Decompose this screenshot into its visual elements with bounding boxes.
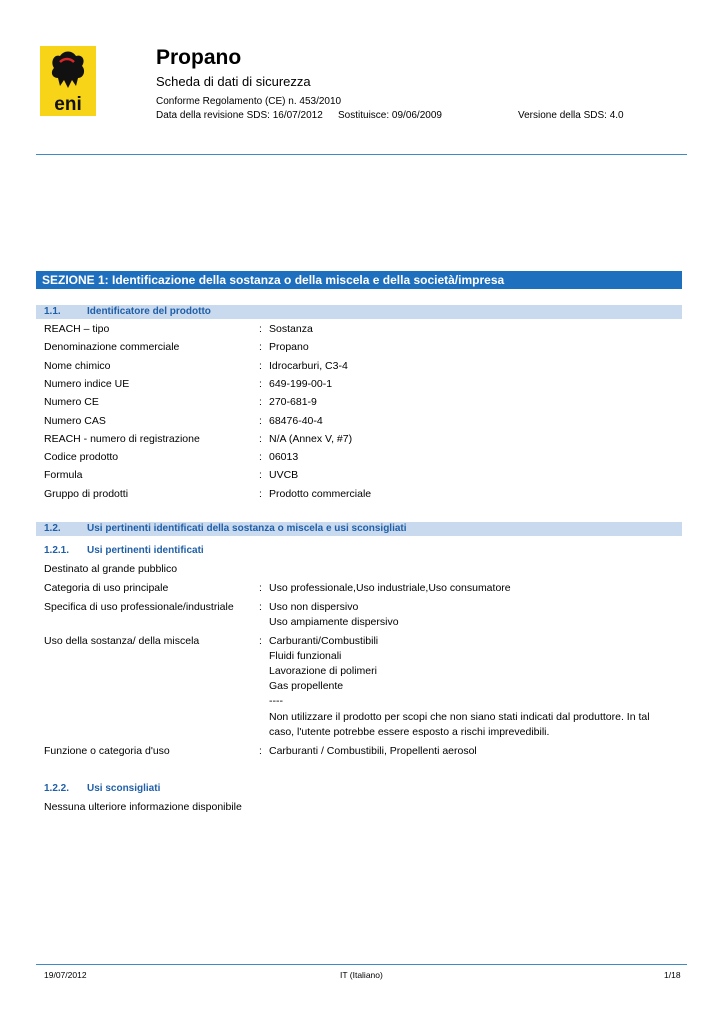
field-value-line: Uso non dispersivo bbox=[269, 600, 359, 613]
logo-text: eni bbox=[54, 94, 82, 115]
field-value-line: Lavorazione di polimeri bbox=[269, 665, 377, 677]
header-divider bbox=[36, 154, 687, 155]
field-separator: : bbox=[259, 414, 262, 427]
field-separator: : bbox=[259, 341, 262, 354]
uses-advised-against-text: Nessuna ulteriore informazione disponibile bbox=[44, 801, 242, 813]
field-label: Nome chimico bbox=[44, 359, 111, 372]
field-separator: : bbox=[259, 432, 262, 445]
field-label: Specifica di uso professionale/industriale bbox=[44, 600, 234, 613]
subsection-number: 1.2.1. bbox=[44, 545, 70, 556]
field-label: Categoria di uso principale bbox=[44, 582, 169, 594]
field-label: Uso della sostanza/ della miscela bbox=[44, 634, 200, 647]
field-value-line: Carburanti / Combustibili, Propellenti aerosol bbox=[269, 744, 477, 757]
subsection-number: 1.2.2. bbox=[44, 783, 70, 794]
field-value-line: Gas propellente bbox=[269, 680, 344, 693]
field-label: Gruppo di prodotti bbox=[44, 487, 129, 500]
field-label: Denominazione commerciale bbox=[44, 341, 180, 354]
subsection-title: Usi sconsigliati bbox=[87, 783, 161, 794]
section-1-heading: SEZIONE 1: Identificazione della sostanza o della miscela e della società/impresa bbox=[36, 271, 682, 289]
field-separator: : bbox=[259, 451, 262, 464]
subsection-1-2-2-heading bbox=[36, 782, 682, 796]
field-label: Formula bbox=[44, 469, 83, 482]
field-value-line: Fluidi funzionali bbox=[269, 649, 342, 662]
field-value: 649-199-00-1 bbox=[269, 377, 333, 390]
field-value: Sostanza bbox=[269, 323, 313, 335]
field-value: N/A (Annex V, #7) bbox=[269, 432, 353, 445]
document-title: Propano bbox=[156, 46, 242, 69]
subsection-title: Usi pertinenti identificati bbox=[87, 545, 204, 556]
field-value-line: ---- bbox=[269, 695, 283, 708]
field-value: UVCB bbox=[269, 469, 299, 482]
footer-divider bbox=[36, 964, 687, 965]
field-separator: : bbox=[259, 396, 262, 409]
field-label: Numero CAS bbox=[44, 414, 106, 427]
field-value-line: Uso professionale,Uso industriale,Uso consumatore bbox=[269, 582, 511, 594]
field-separator: : bbox=[259, 377, 262, 390]
subsection-title: Usi pertinenti identificati della sostanza o miscela e usi sconsigliati bbox=[87, 523, 407, 534]
field-label: REACH - numero di registrazione bbox=[44, 432, 200, 445]
revision-date: Data della revisione SDS: 16/07/2012 bbox=[156, 110, 323, 121]
subsection-1-2-heading bbox=[36, 522, 682, 536]
field-value-line: Non utilizzare il prodotto per scopi che non siano stati indicati dal produttore. In tal bbox=[269, 710, 650, 723]
field-label: REACH – tipo bbox=[44, 323, 110, 335]
field-label: Numero CE bbox=[44, 396, 99, 409]
subsection-1-2-1-heading bbox=[36, 544, 682, 558]
field-separator: : bbox=[259, 744, 262, 757]
field-separator: : bbox=[259, 469, 262, 482]
field-value-line: caso, l'utente potrebbe essere esposto a rischi imprevedibili. bbox=[269, 725, 550, 738]
field-value: 68476-40-4 bbox=[269, 414, 323, 427]
field-label: Funzione o categoria d'uso bbox=[44, 744, 170, 757]
document-subtitle: Scheda di dati di sicurezza bbox=[156, 74, 311, 89]
field-separator: : bbox=[259, 582, 262, 594]
supersedes-date: Sostituisce: 09/06/2009 bbox=[338, 110, 442, 121]
subsection-number: 1.2. bbox=[44, 523, 61, 534]
intended-public-text: Destinato al grande pubblico bbox=[44, 563, 178, 575]
subsection-1-1-heading bbox=[36, 305, 682, 319]
field-label: Numero indice UE bbox=[44, 377, 130, 390]
footer-language: IT (Italiano) bbox=[340, 970, 383, 980]
footer-date: 19/07/2012 bbox=[44, 970, 87, 980]
field-value: 06013 bbox=[269, 451, 299, 464]
field-separator: : bbox=[259, 634, 262, 647]
subsection-number: 1.1. bbox=[44, 306, 61, 317]
regulation-text: Conforme Regolamento (CE) n. 453/2010 bbox=[156, 96, 342, 107]
subsection-title: Identificatore del prodotto bbox=[87, 306, 211, 317]
field-value: Propano bbox=[269, 341, 309, 354]
field-value: 270-681-9 bbox=[269, 396, 317, 409]
field-separator: : bbox=[259, 600, 262, 613]
field-value: Idrocarburi, C3-4 bbox=[269, 359, 348, 372]
field-separator: : bbox=[259, 323, 262, 335]
field-value-line: Uso ampiamente dispersivo bbox=[269, 615, 399, 628]
field-value-line: Carburanti/Combustibili bbox=[269, 634, 379, 647]
field-separator: : bbox=[259, 359, 262, 372]
footer-page-number: 1/18 bbox=[664, 970, 681, 980]
field-separator: : bbox=[259, 487, 262, 500]
field-label: Codice prodotto bbox=[44, 451, 119, 464]
field-value: Prodotto commerciale bbox=[269, 487, 372, 500]
sds-version: Versione della SDS: 4.0 bbox=[518, 110, 624, 121]
eni-logo bbox=[40, 46, 96, 116]
